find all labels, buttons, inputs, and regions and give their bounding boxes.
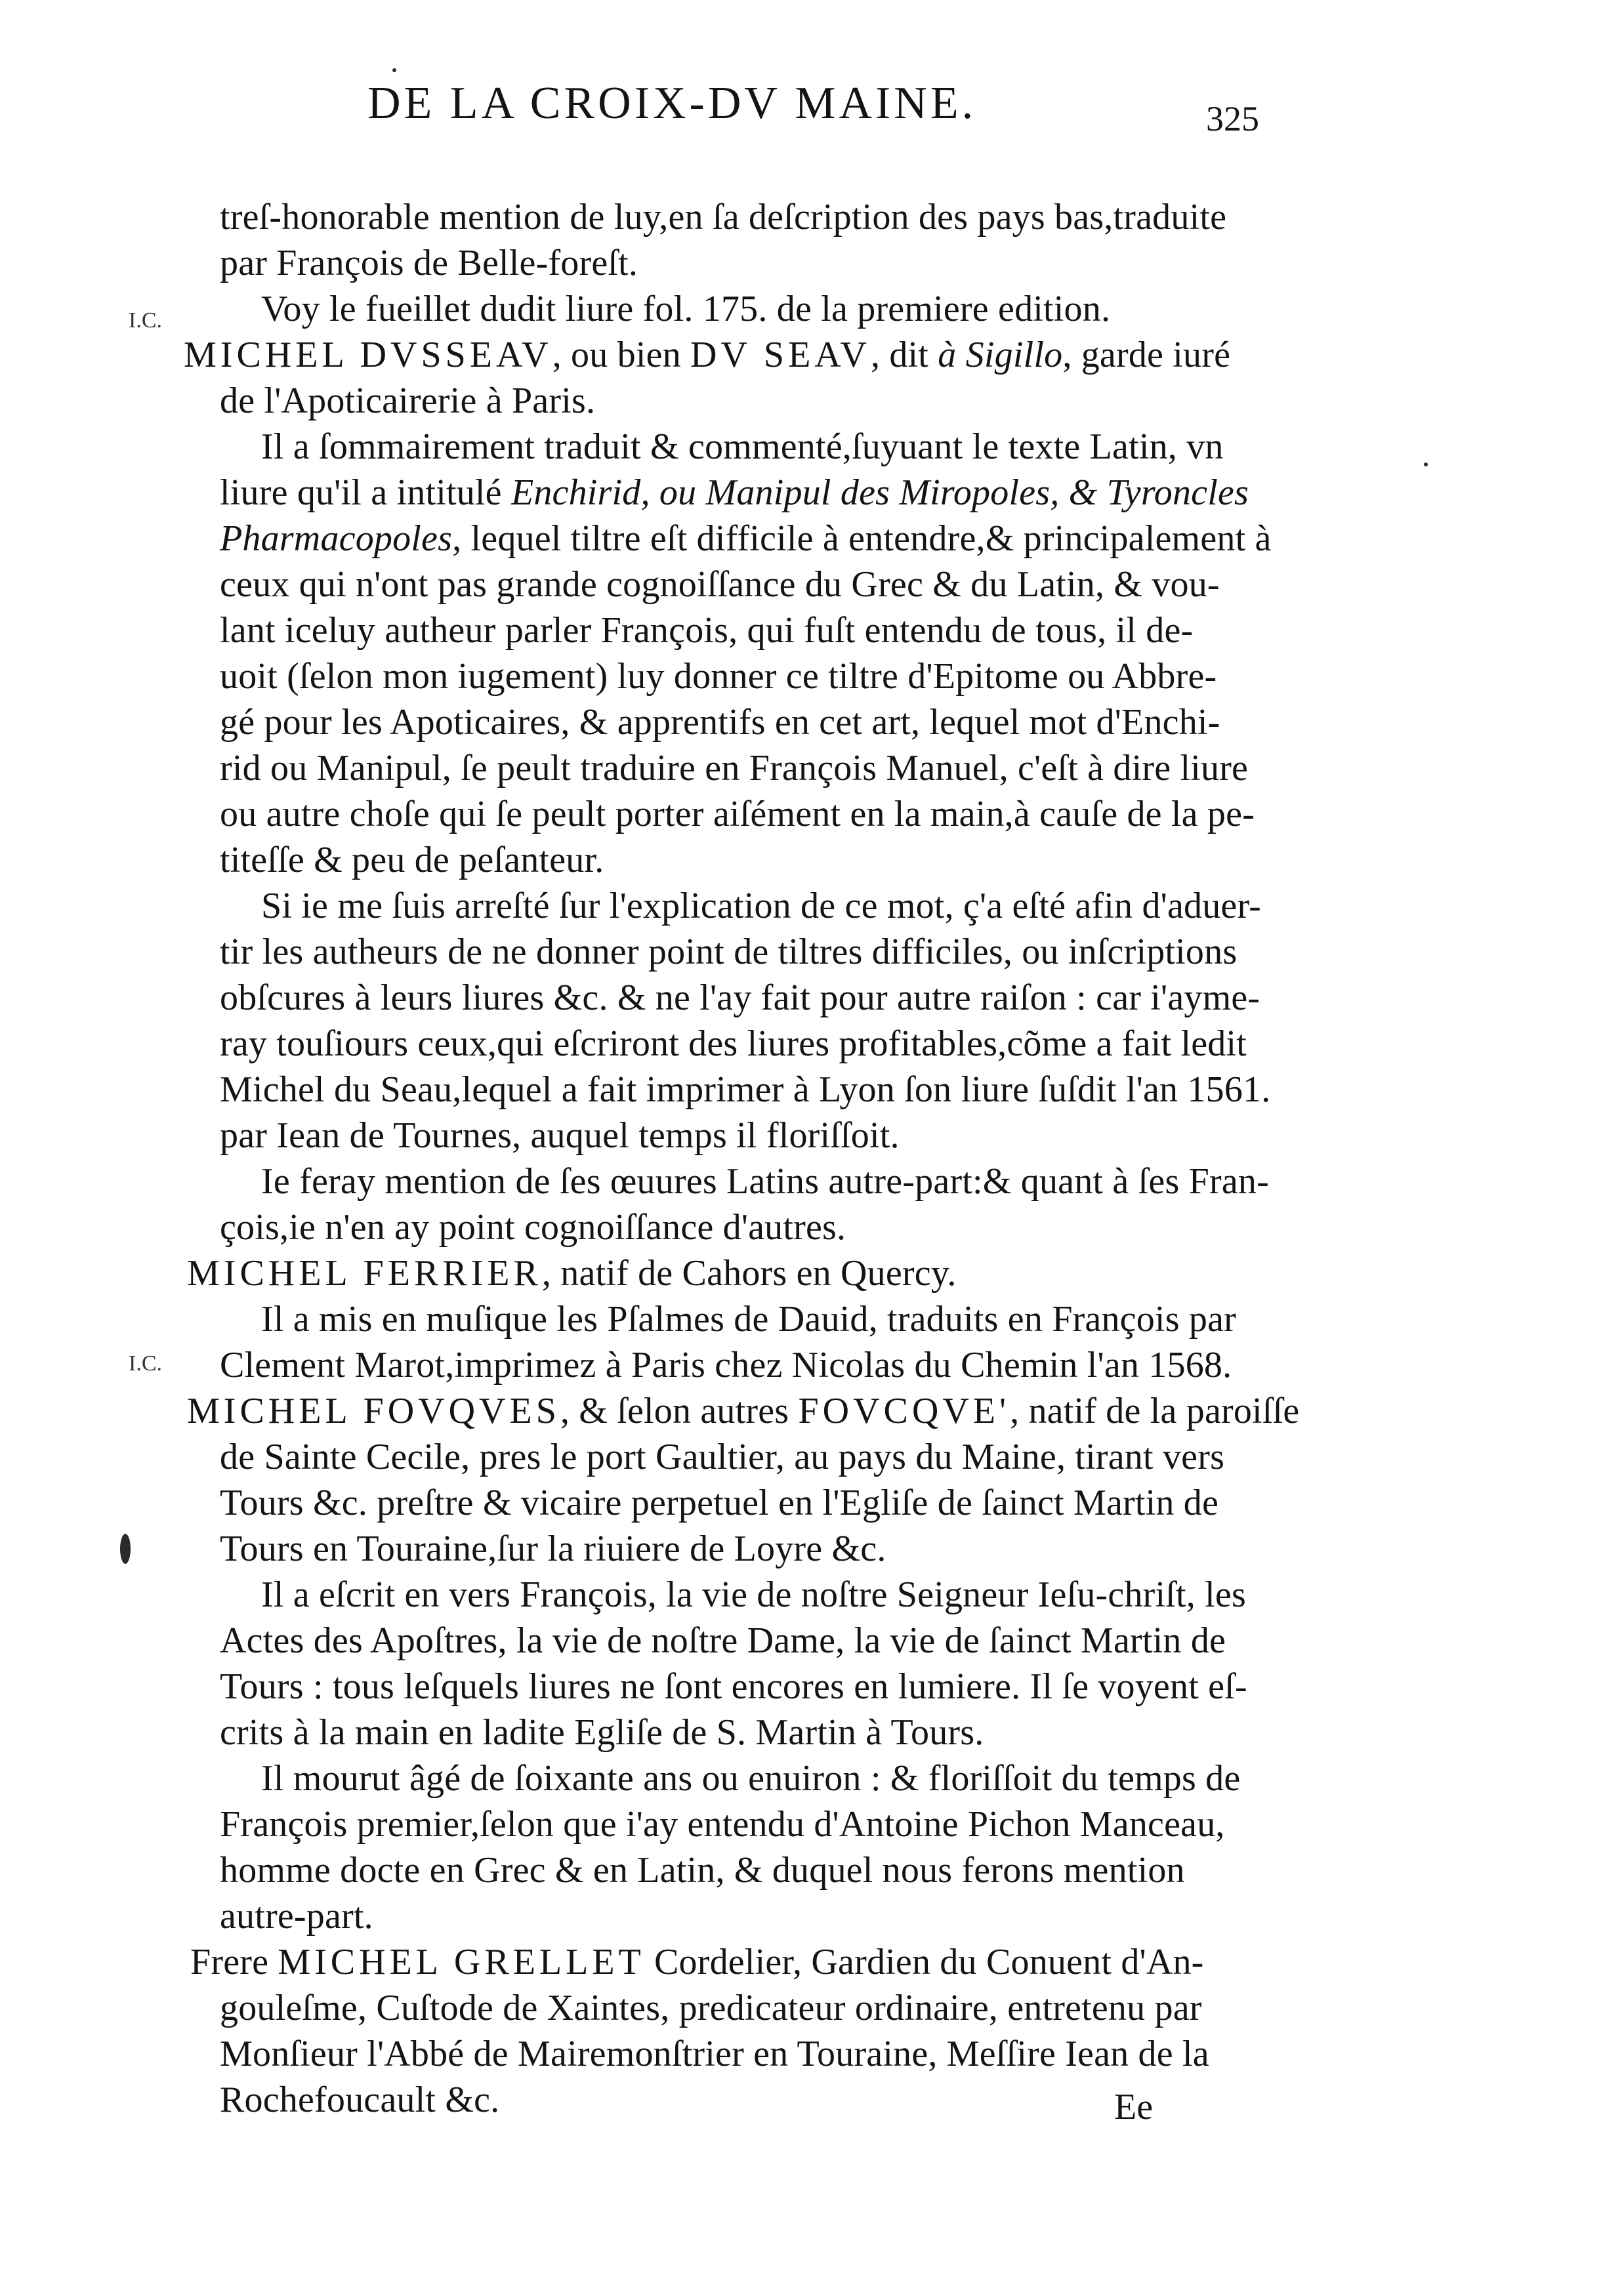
text-line: par Iean de Tournes, auquel temps il floriſſoit.: [220, 1115, 900, 1156]
author-variant: DV SEAV: [690, 335, 871, 375]
text-line: [220, 516, 1272, 562]
text-line: gouleſme, Cuſtode de Xaintes, predicateur ordinaire, entretenu par: [220, 1988, 1202, 2028]
ink-speck: [1424, 462, 1428, 466]
signature-mark: Ee: [1114, 2087, 1154, 2127]
margin-mark: I.C.: [129, 1351, 162, 1376]
text-run: , garde iuré: [1062, 335, 1231, 375]
text-line: Tours &c. preſtre & vicaire perpetuel en l'Egliſe de ſainct Martin de: [220, 1483, 1219, 1523]
text-line: Clement Marot,imprimez à Paris chez Nicolas du Chemin l'an 1568.: [220, 1345, 1232, 1385]
text-line: Tours : tous leſquels liures ne ſont encores en lumiere. Il ſe voyent eſ-: [220, 1666, 1247, 1707]
text-run: , ou bien: [552, 335, 691, 375]
text-line: obſcures à leurs liures &c. & ne l'ay fait pour autre raiſon : car i'ayme-: [220, 977, 1260, 1018]
text-line: Michel du Seau,lequel a fait imprimer à Lyon ſon liure ſuſdit l'an 1561.: [220, 1069, 1271, 1110]
text-line: lant iceluy autheur parler François, qui fuſt entendu de tous, il de-: [220, 610, 1194, 651]
text-line: par François de Belle-foreſt.: [220, 243, 638, 283]
entry-heading: [187, 1388, 1299, 1434]
running-header: DE LA CROIX-DV MAINE.: [367, 78, 977, 129]
text-line: ceux qui n'ont pas grande cognoiſſance du Grec & du Latin, & vou-: [220, 564, 1220, 605]
text-run: Cordelier, Gardien du Conuent d'An-: [644, 1942, 1204, 1982]
text-run: , & ſelon autres: [560, 1391, 799, 1431]
text-run: , lequel tiltre eſt difficile à entendre,& principalement à: [452, 518, 1272, 559]
author-variant: FOVCQVE': [798, 1391, 1010, 1431]
text-line: crits à la main en ladite Egliſe de S. Martin à Tours.: [220, 1712, 984, 1753]
text-run: , natif de Cahors en Quercy.: [541, 1253, 957, 1294]
entry-heading: [187, 1250, 957, 1296]
author-name: MICHEL DVSSEAV: [184, 335, 552, 375]
text-line: Voy le fueillet dudit liure fol. 175. de la premiere edition.: [261, 289, 1111, 329]
text-line: de Sainte Cecile, pres le port Gaultier, au pays du Maine, tirant vers: [220, 1437, 1225, 1477]
text-line: [220, 470, 1249, 516]
text-line: tir les autheurs de ne donner point de tiltres difficiles, ou inſcriptions: [220, 932, 1238, 972]
text-line: homme docte en Grec & en Latin, & duquel nous ferons mention: [220, 1850, 1185, 1891]
text-line: Il a ſommairement traduit & commenté,ſuyuant le texte Latin, vn: [261, 426, 1224, 467]
latin-epithet: à Sigillo: [938, 335, 1063, 375]
entry-heading: [184, 332, 1230, 378]
author-name: MICHEL FERRIER: [187, 1253, 542, 1294]
text-line: treſ-honorable mention de luy,en ſa deſcription des pays bas,traduite: [220, 197, 1227, 237]
text-run: liure qu'il a intitulé: [220, 472, 511, 513]
ink-speck: [392, 68, 396, 72]
text-run: , natif de la paroiſſe: [1010, 1391, 1300, 1431]
text-line: rid ou Manipul, ſe peult traduire en François Manuel, c'eſt à dire liure: [220, 748, 1249, 789]
text-line: titeſſe & peu de peſanteur.: [220, 840, 604, 880]
book-title: Pharmacopoles: [220, 518, 453, 559]
text-line: çois,ie n'en ay point cognoiſſance d'autres.: [220, 1207, 846, 1248]
author-name: MICHEL FOVQVES: [187, 1391, 560, 1431]
margin-mark: I.C.: [129, 308, 162, 333]
page-number: 325: [1206, 99, 1259, 138]
text-line: Monſieur l'Abbé de Mairemonſtrier en Touraine, Meſſire Iean de la: [220, 2034, 1209, 2074]
text-line: de l'Apoticairerie à Paris.: [220, 380, 596, 421]
text-line: Il a mis en muſique les Pſalmes de Dauid, traduits en François par: [261, 1299, 1236, 1340]
text-line: Actes des Apoſtres, la vie de noſtre Dame, la vie de ſainct Martin de: [220, 1620, 1226, 1661]
entry-heading: [190, 1939, 1204, 1985]
text-line: François premier,ſelon que i'ay entendu d'Antoine Pichon Manceau,: [220, 1804, 1225, 1845]
book-title: Enchirid, ou Manipul des Miropoles, & Tyroncles: [510, 472, 1249, 513]
text-line: ou autre choſe qui ſe peult porter aiſément en la main,à cauſe de la pe-: [220, 794, 1255, 834]
ink-blot: [120, 1534, 131, 1564]
text-line: ray touſiours ceux,qui eſcriront des liures profitables,cõme a fait ledit: [220, 1023, 1247, 1064]
author-name: MICHEL GRELLET: [278, 1942, 645, 1982]
text-run: , dit: [870, 335, 938, 375]
text-line: uoit (ſelon mon iugement) luy donner ce tiltre d'Epitome ou Abbre-: [220, 656, 1217, 697]
text-line: Rochefoucault &c.: [220, 2080, 500, 2120]
text-line: Si ie me ſuis arreſté ſur l'explication de ce mot, ç'a eſté afin d'aduer-: [261, 886, 1262, 926]
text-line: Ie feray mention de ſes œuures Latins autre-part:& quant à ſes Fran-: [261, 1161, 1269, 1202]
text-line: gé pour les Apoticaires, & apprentifs en cet art, lequel mot d'Enchi-: [220, 702, 1220, 743]
text-line: autre-part.: [220, 1896, 373, 1937]
text-line: Tours en Touraine,ſur la riuiere de Loyre &c.: [220, 1528, 886, 1569]
text-line: Il mourut âgé de ſoixante ans ou enuiron : & floriſſoit du temps de: [261, 1758, 1241, 1799]
text-run: Frere: [190, 1942, 278, 1982]
text-line: Il a eſcrit en vers François, la vie de noſtre Seigneur Ieſu-chriſt, les: [261, 1574, 1246, 1615]
